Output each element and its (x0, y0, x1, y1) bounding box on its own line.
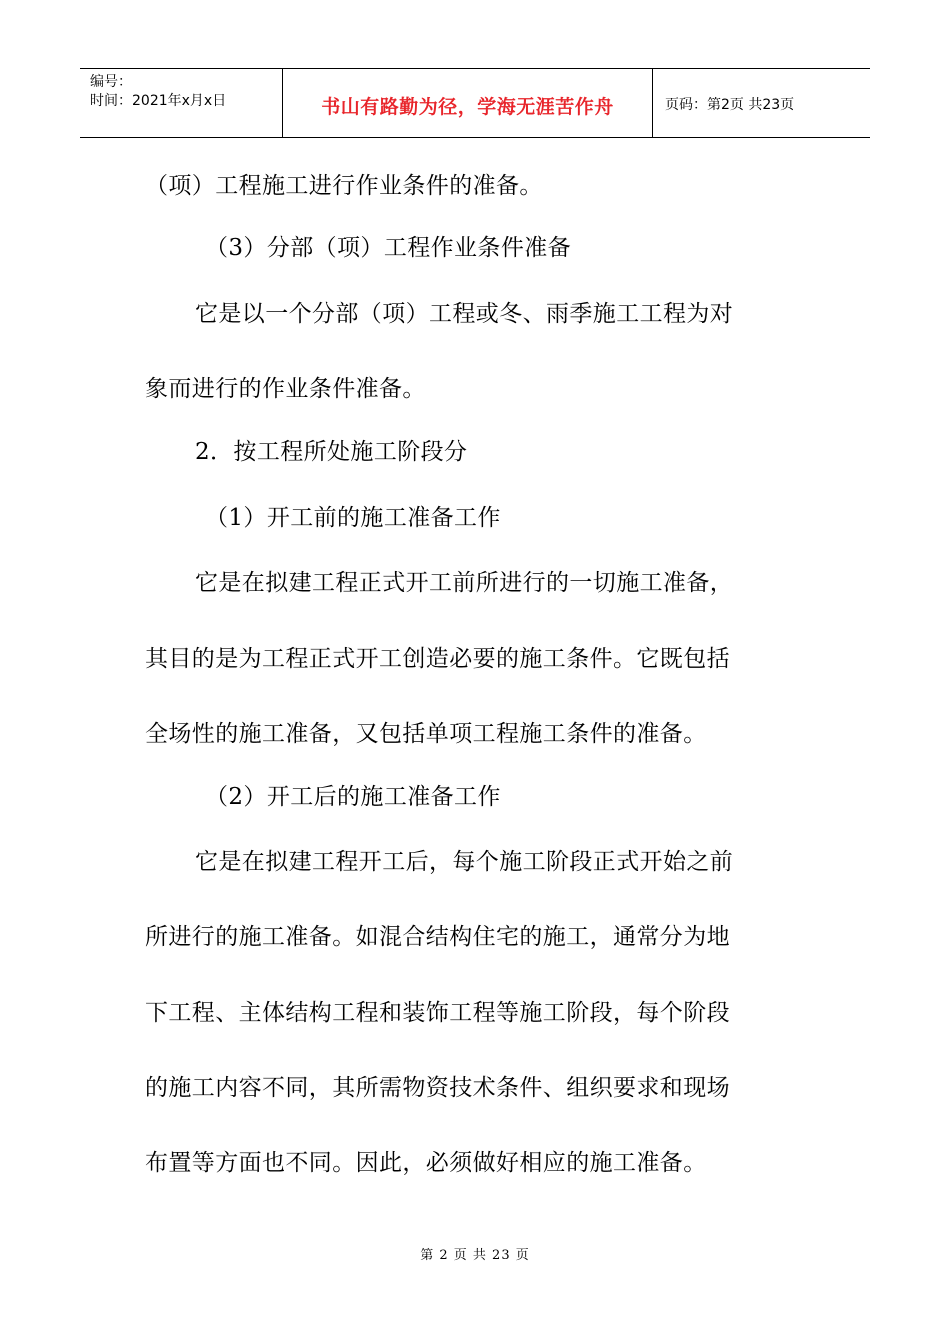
header-motto: 书山有路勤为径，学海无涯苦作舟 (321, 95, 614, 118)
body-line-11: 它是在拟建工程开工后，每个施工阶段正式开始之前 (195, 849, 734, 875)
body-line-14: 的施工内容不同，其所需物资技术条件、组织要求和现场 (145, 1075, 730, 1101)
subheading-3: （3）分部（项）工程作业条件准备 (205, 235, 572, 261)
subheading-2: （2）开工后的施工准备工作 (205, 784, 501, 810)
page-footer: 第 2 页 共 23 页 (420, 1248, 530, 1263)
page-header (80, 68, 870, 138)
section-heading-2: 2．按工程所处施工阶段分 (195, 439, 468, 465)
date-label: 时间：2021年x月x日 (90, 93, 227, 109)
header-meta (80, 69, 282, 137)
body-line-7: 它是在拟建工程正式开工前所进行的一切施工准备， (195, 570, 734, 596)
doc-number-label: 编号： (90, 74, 132, 90)
body-line-3: 它是以一个分部（项）工程或冬、雨季施工工程为对 (195, 301, 734, 327)
header-motto-cell (282, 69, 653, 137)
body-line-1: （项）工程施工进行作业条件的准备。 (145, 173, 543, 199)
header-page-info-cell (653, 69, 870, 137)
body-line-8: 其目的是为工程正式开工创造必要的施工条件。它既包括 (145, 646, 730, 672)
body-line-15: 布置等方面也不同。因此，必须做好相应的施工准备。 (145, 1150, 707, 1176)
body-line-4: 象而进行的作业条件准备。 (145, 376, 426, 402)
body-line-9: 全场性的施工准备，又包括单项工程施工条件的准备。 (145, 721, 707, 747)
body-line-12: 所进行的施工准备。如混合结构住宅的施工，通常分为地 (145, 924, 730, 950)
body-line-13: 下工程、主体结构工程和装饰工程等施工阶段，每个阶段 (145, 1000, 730, 1026)
subheading-1: （1）开工前的施工准备工作 (205, 505, 501, 531)
header-page-info: 页码：第2页 共23页 (665, 97, 795, 113)
